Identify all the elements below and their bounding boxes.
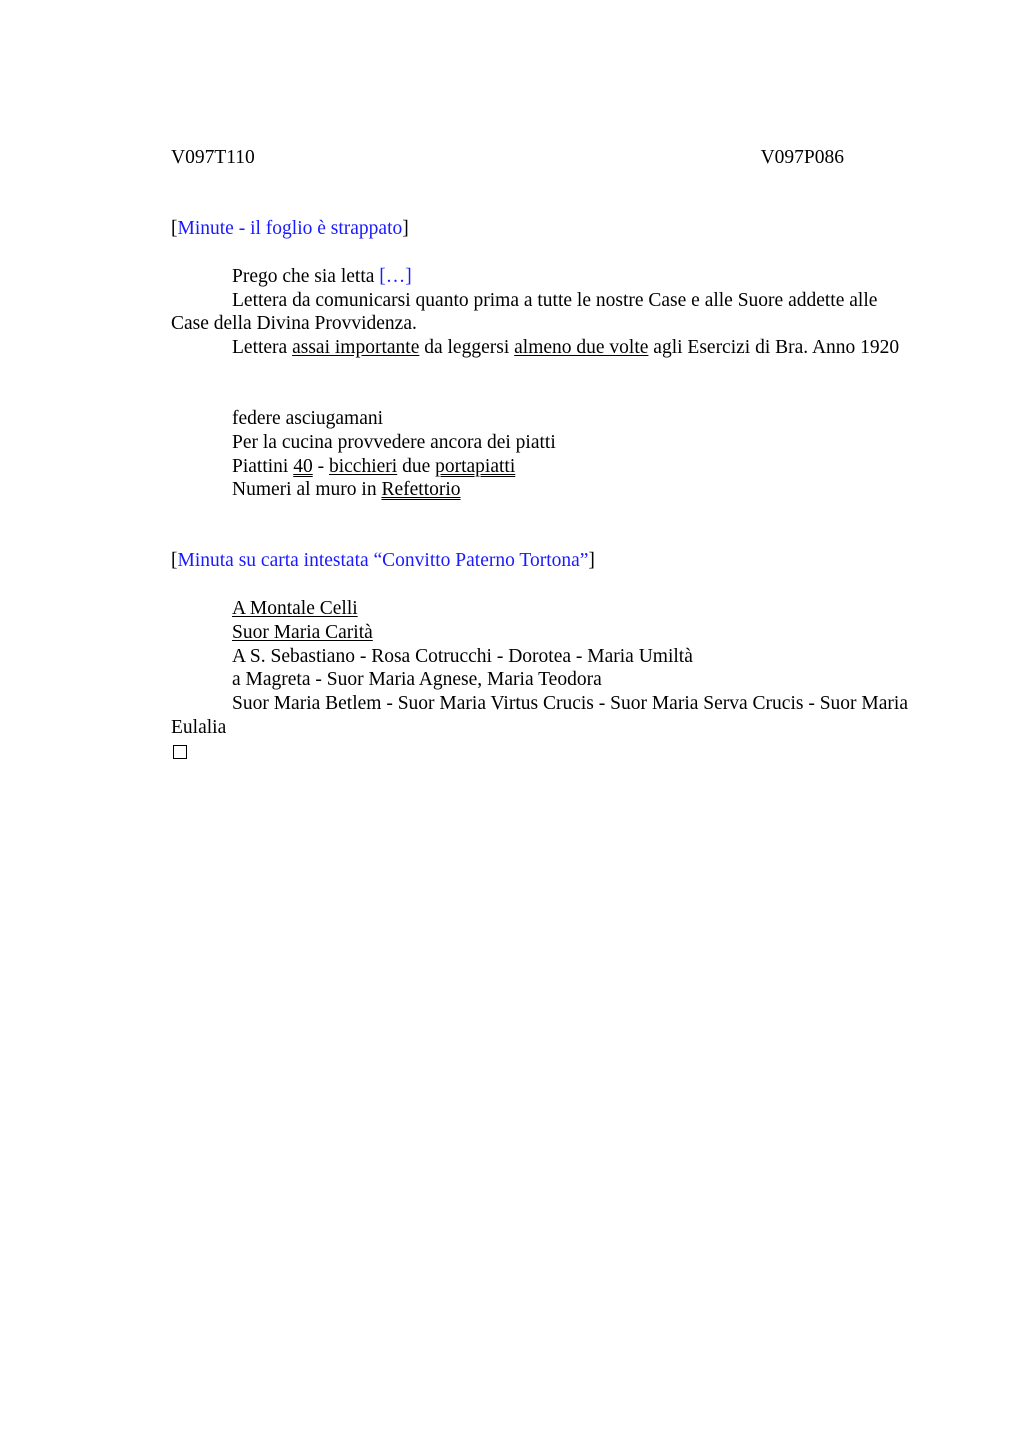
page-header xyxy=(171,146,844,170)
list-line-federe: federe asciugamani xyxy=(232,407,384,429)
list-line-carita: Suor Maria Carità xyxy=(232,621,373,643)
underlined-text: bicchieri xyxy=(328,455,398,477)
list-line-sebastiano: A S. Sebastiano - Rosa Cotrucchi - Dorotea - Maria Umiltà xyxy=(232,645,693,667)
list-line-magreta: a Magreta - Suor Maria Agnese, Maria Teodora xyxy=(232,669,602,691)
list-line-betlem: Suor Maria Betlem - Suor Maria Virtus Crucis - Suor Maria Serva Crucis - Suor Maria Eulalia xyxy=(171,693,908,738)
paragraph-importante: Lettera assai importante da leggersi almeno due volte agli Esercizi di Bra. Anno 1920 xyxy=(232,337,900,359)
paragraph-comunicarsi: Lettera da comunicarsi quanto prima a tutte le nostre Case e alle Suore addette alle Case della Divina Provvidenza. xyxy=(171,289,878,335)
document-code: V097T110 xyxy=(171,147,255,168)
page-code: V097P086 xyxy=(760,147,844,168)
list-line-numeri: Numeri al muro in Refettorio xyxy=(232,479,461,501)
editorial-note-1: [Minute - il foglio è strappato] xyxy=(171,218,409,239)
list-line-piattini: Piattini 40 - bicchieri due portapiatti xyxy=(232,455,516,477)
editorial-note-text: Minuta su carta intestata “Convitto Paterno Tortona” xyxy=(177,550,589,572)
double-underlined-text: portapiatti xyxy=(435,455,516,477)
document-body xyxy=(171,217,919,766)
editorial-note-text: Minute - il foglio è strappato xyxy=(177,218,403,239)
double-underlined-text: 40 xyxy=(293,455,313,477)
editorial-note-2: [Minuta su carta intestata “Convitto Paterno Tortona”] xyxy=(171,550,595,572)
list-line-montale: A Montale Celli xyxy=(232,597,358,619)
paragraph-prego: Prego che sia letta […] xyxy=(232,265,412,287)
lacuna-ellipsis: […] xyxy=(379,265,412,287)
underlined-text: assai importante xyxy=(292,337,420,359)
underlined-text: almeno due volte xyxy=(514,337,649,359)
square-end-icon xyxy=(173,745,187,759)
double-underlined-text: Refettorio xyxy=(381,479,461,501)
list-line-cucina: Per la cucina provvedere ancora dei piatti xyxy=(232,431,556,453)
